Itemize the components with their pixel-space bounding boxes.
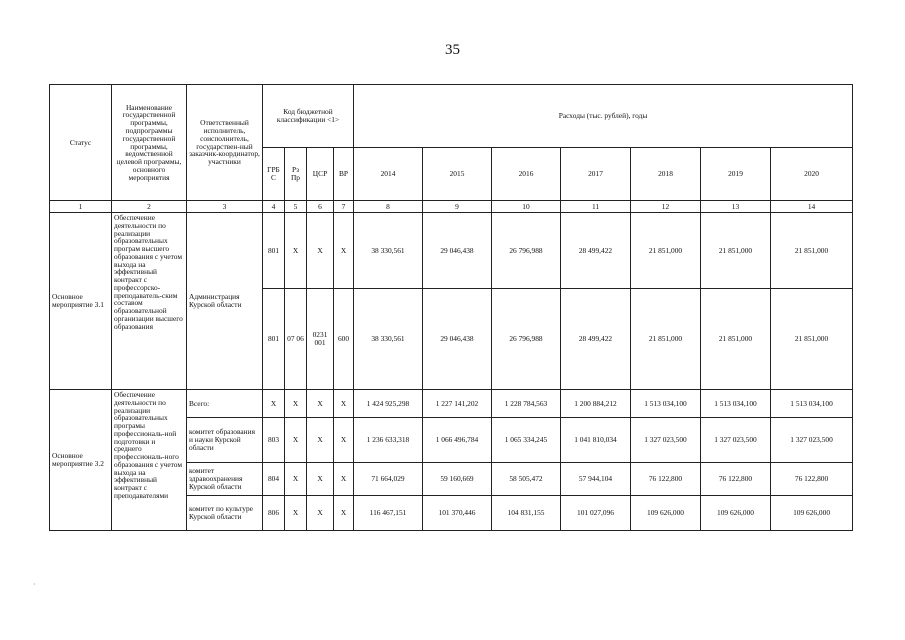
- value-cell: 26 796,988: [492, 289, 561, 390]
- value-cell: 109 626,000: [771, 496, 853, 531]
- csr-cell: X: [307, 390, 334, 418]
- value-cell: 38 330,561: [354, 289, 423, 390]
- responsible-cell: Всего:: [187, 390, 263, 418]
- value-cell: 1 065 334,245: [492, 418, 561, 463]
- table-row: [50, 213, 853, 289]
- rzpr-cell: X: [285, 418, 307, 463]
- value-cell: 21 851,000: [701, 213, 771, 289]
- header-program-name: Наименование государственной программы, подпрограммы государственной программы, ведомственной целевой программы, основного мероприятия: [112, 85, 187, 201]
- column-number: 1: [50, 201, 112, 213]
- column-number: 4: [263, 201, 285, 213]
- table-row: [50, 390, 853, 418]
- header-year: 2020: [771, 148, 853, 201]
- header-budget-code: Код бюджетной классификации <1>: [263, 85, 354, 148]
- value-cell: 29 046,438: [423, 213, 492, 289]
- rzpr-cell: X: [285, 496, 307, 531]
- value-cell: 76 122,800: [771, 463, 853, 496]
- header-csr: ЦСР: [307, 148, 334, 201]
- header-year: 2016: [492, 148, 561, 201]
- value-cell: 21 851,000: [631, 213, 701, 289]
- value-cell: 76 122,800: [631, 463, 701, 496]
- responsible-cell: комитет образования и науки Курской области: [187, 418, 263, 463]
- column-number: 11: [561, 201, 631, 213]
- program-name-cell: Обеспечение деятельности по реализации образовательных програмы профессиональ-ной подготовки и среднего профессиональ-ного образования с учетом выхода на эффективный контракт с преподавателями: [112, 390, 187, 531]
- header-responsible: Ответственный исполнитель, соисполнитель, государствен-ный заказчик-координатор, участники: [187, 85, 263, 201]
- column-number: 13: [701, 201, 771, 213]
- grbs-cell: X: [263, 390, 285, 418]
- value-cell: 57 944,104: [561, 463, 631, 496]
- value-cell: 1 424 925,298: [354, 390, 423, 418]
- header-grbs: ГРБ С: [263, 148, 285, 201]
- value-cell: 21 851,000: [631, 289, 701, 390]
- value-cell: 71 664,029: [354, 463, 423, 496]
- vr-cell: X: [334, 390, 354, 418]
- column-number-row: [50, 201, 853, 213]
- header-year: 2018: [631, 148, 701, 201]
- value-cell: 116 467,151: [354, 496, 423, 531]
- value-cell: 1 513 034,100: [631, 390, 701, 418]
- program-name-cell: Обеспечение деятельности по реализации образовательных програм высшего образования с учетом выхода на эффективный контракт с профессорско-преподаватель-ским составом образовательной организации высшего образования: [112, 213, 187, 390]
- rzpr-cell: X: [285, 390, 307, 418]
- csr-cell: X: [307, 418, 334, 463]
- value-cell: 38 330,561: [354, 213, 423, 289]
- value-cell: 101 027,096: [561, 496, 631, 531]
- value-cell: 104 831,155: [492, 496, 561, 531]
- value-cell: 28 499,422: [561, 289, 631, 390]
- csr-cell: 0231 001: [307, 289, 334, 390]
- value-cell: 1 327 023,500: [771, 418, 853, 463]
- value-cell: 29 046,438: [423, 289, 492, 390]
- column-number: 6: [307, 201, 334, 213]
- grbs-cell: 804: [263, 463, 285, 496]
- column-number: 5: [285, 201, 307, 213]
- value-cell: 21 851,000: [771, 213, 853, 289]
- header-year: 2017: [561, 148, 631, 201]
- header-vr: ВР: [334, 148, 354, 201]
- responsible-cell: комитет по культуре Курской области: [187, 496, 263, 531]
- value-cell: 1 066 496,784: [423, 418, 492, 463]
- header-rzpr: Рз Пр: [285, 148, 307, 201]
- header-year: 2014: [354, 148, 423, 201]
- grbs-cell: 801: [263, 213, 285, 289]
- column-number: 9: [423, 201, 492, 213]
- value-cell: 21 851,000: [771, 289, 853, 390]
- value-cell: 1 228 784,563: [492, 390, 561, 418]
- column-number: 12: [631, 201, 701, 213]
- value-cell: 1 200 884,212: [561, 390, 631, 418]
- status-cell: Основное мероприятие 3.2: [50, 390, 112, 531]
- column-number: 3: [187, 201, 263, 213]
- vr-cell: X: [334, 418, 354, 463]
- value-cell: 1 236 633,318: [354, 418, 423, 463]
- value-cell: 109 626,000: [701, 496, 771, 531]
- value-cell: 59 160,669: [423, 463, 492, 496]
- rzpr-cell: 07 06: [285, 289, 307, 390]
- header-status: Статус: [50, 85, 112, 201]
- value-cell: 1 327 023,500: [701, 418, 771, 463]
- column-number: 10: [492, 201, 561, 213]
- responsible-cell: Администрация Курской области: [187, 213, 263, 390]
- vr-cell: X: [334, 463, 354, 496]
- value-cell: 109 626,000: [631, 496, 701, 531]
- page-number: 35: [445, 42, 460, 58]
- rzpr-cell: X: [285, 463, 307, 496]
- header-year: 2015: [423, 148, 492, 201]
- csr-cell: X: [307, 496, 334, 531]
- csr-cell: X: [307, 463, 334, 496]
- value-cell: 76 122,800: [701, 463, 771, 496]
- header-expenses: Расходы (тыс. рублей), годы: [354, 85, 853, 148]
- column-number: 8: [354, 201, 423, 213]
- value-cell: 1 327 023,500: [631, 418, 701, 463]
- column-number: 7: [334, 201, 354, 213]
- value-cell: 101 370,446: [423, 496, 492, 531]
- value-cell: 58 505,472: [492, 463, 561, 496]
- scan-mark: ·: [33, 580, 36, 589]
- value-cell: 1 513 034,100: [701, 390, 771, 418]
- value-cell: 1 513 034,100: [771, 390, 853, 418]
- vr-cell: X: [334, 213, 354, 289]
- vr-cell: X: [334, 496, 354, 531]
- column-number: 14: [771, 201, 853, 213]
- value-cell: 28 499,422: [561, 213, 631, 289]
- value-cell: 21 851,000: [701, 289, 771, 390]
- responsible-cell: комитет здравоохранения Курской области: [187, 463, 263, 496]
- header-year: 2019: [701, 148, 771, 201]
- value-cell: 1 227 141,202: [423, 390, 492, 418]
- status-cell: Основное мероприятие 3.1: [50, 213, 112, 390]
- header-row-1: [50, 85, 853, 148]
- budget-table: [49, 84, 853, 531]
- rzpr-cell: X: [285, 213, 307, 289]
- column-number: 2: [112, 201, 187, 213]
- value-cell: 1 041 810,034: [561, 418, 631, 463]
- vr-cell: 600: [334, 289, 354, 390]
- grbs-cell: 801: [263, 289, 285, 390]
- grbs-cell: 806: [263, 496, 285, 531]
- grbs-cell: 803: [263, 418, 285, 463]
- value-cell: 26 796,988: [492, 213, 561, 289]
- csr-cell: X: [307, 213, 334, 289]
